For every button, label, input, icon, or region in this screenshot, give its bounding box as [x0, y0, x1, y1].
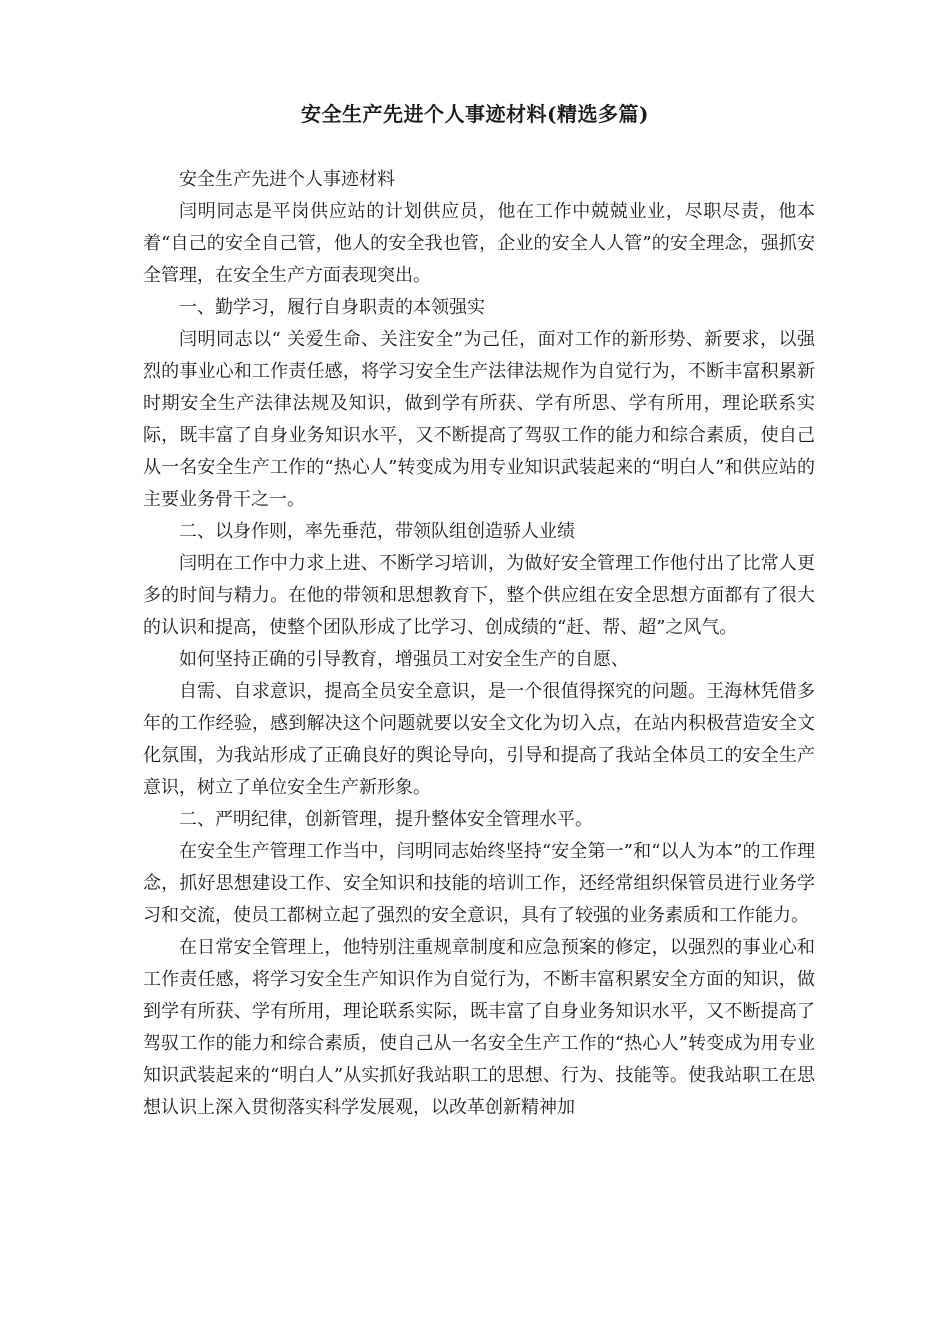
paragraph: 在安全生产管理工作当中，闫明同志始终坚持“安全第一”和“以人为本”的工作理念，抓好思想建设工作、安全知识和技能的培训工作，还经常组织保管员进行业务学习和交流，使员工都树立起了强烈的安全意识，具有了较强的业务素质和工作能力。 [143, 841, 815, 926]
paragraph: 闫明在工作中力求上进、不断学习培训，为做好安全管理工作他付出了比常人更多的时间与精力。在他的带领和思想教育下，整个供应组在安全思想方面都有了很大的认识和提高，使整个团队形成了比学习、创成绩的“赶、帮、超”之风气。 [143, 553, 815, 638]
paragraph: 安全生产先进个人事迹材料 [179, 169, 395, 190]
section-heading: 二、以身作则，率先垂范，带领队组创造骄人业绩 [179, 521, 575, 542]
paragraph: 在日常安全管理上，他特别注重规章制度和应急预案的修定，以强烈的事业心和工作责任感，将学习安全生产知识作为自觉行为，不断丰富积累安全方面的知识，做到学有所获、学有所用，理论联系实际，既丰富了自身业务知识水平，又不断提高了驾驭工作的能力和综合素质，使自己从一名安全生产工作的“热心人”转变成为用专业知识武装起来的“明白人”从实抓好我站职工的思想、行为、技能等。使我站职工在思想认识上深入贯彻落实科学发展观，以改革创新精神加 [143, 937, 815, 1118]
section-heading: 二、严明纪律，创新管理，提升整体安全管理水平。 [179, 809, 593, 830]
paragraph: 如何坚持正确的引导教育，增强员工对安全生产的自愿、 [179, 649, 629, 670]
paragraph: 闫明同志是平岗供应站的计划供应员，他在工作中兢兢业业，尽职尽责，他本着“自己的安全自己管，他人的安全我也管，企业的安全人人管”的安全理念，强抓安全管理，在安全生产方面表现突出。 [143, 201, 815, 286]
document-body [143, 164, 815, 1124]
paragraph: 闫明同志以“ 关爱生命、关注安全”为己任，面对工作的新形势、新要求，以强烈的事业心和工作责任感，将学习安全生产法律法规作为自觉行为，不断丰富积累新时期安全生产法律法规及知识，做到学有所获、学有所思、学有所用，理论联系实际，既丰富了自身业务知识水平，又不断提高了驾驭工作的能力和综合素质，使自己从一名安全生产工作的“热心人”转变成为用专业知识武装起来的“明白人”和供应站的主要业务骨干之一。 [143, 329, 815, 510]
paragraph: 自需、自求意识，提高全员安全意识，是一个很值得探究的问题。王海林凭借多年的工作经验，感到解决这个问题就要以安全文化为切入点，在站内积极营造安全文化氛围，为我站形成了正确良好的舆论导向，引导和提高了我站全体员工的安全生产意识，树立了单位安全生产新形象。 [143, 681, 815, 798]
document-title: 安全生产先进个人事迹材料(精选多篇) [301, 102, 649, 126]
section-heading: 一、勤学习，履行自身职责的本领强实 [179, 297, 485, 318]
